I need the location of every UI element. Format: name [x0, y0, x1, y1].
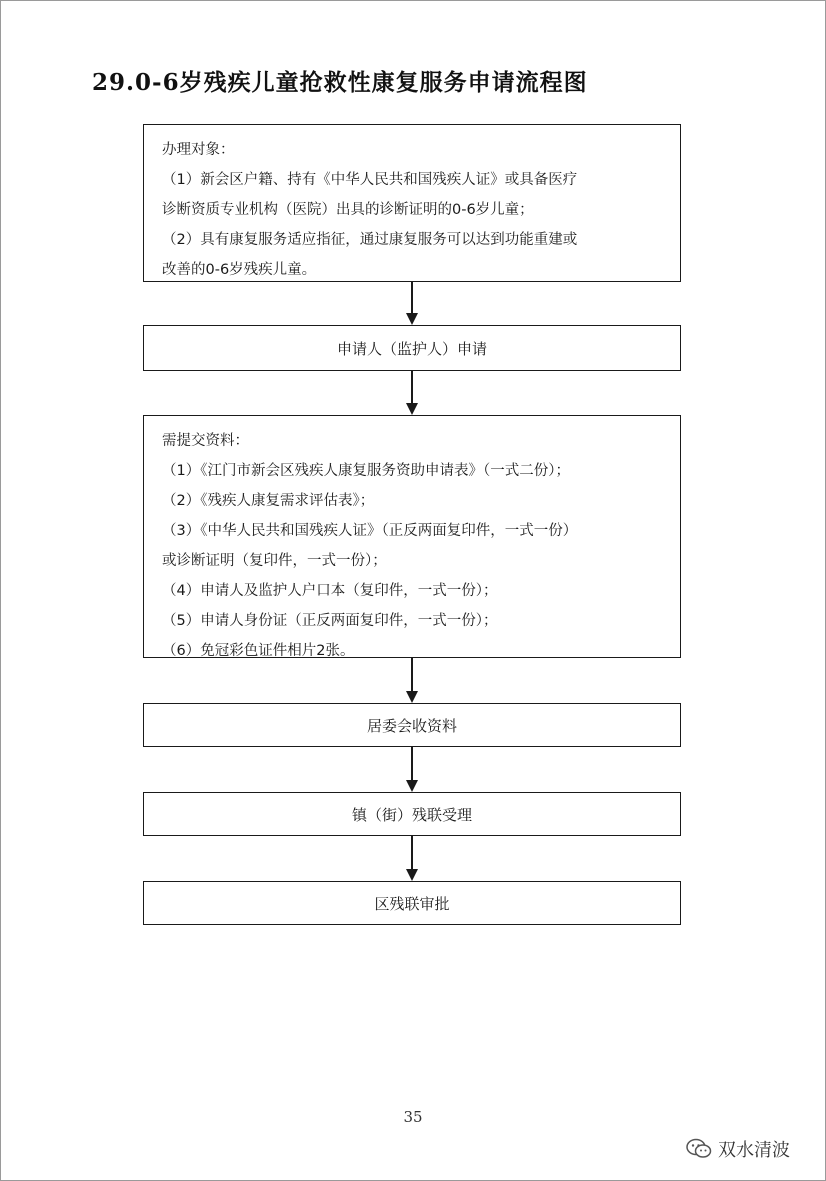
committee-step-box: [143, 703, 681, 747]
materials-line: （3）《中华人民共和国残疾人证》（正反两面复印件，一式一份）: [162, 523, 578, 539]
materials-line: （4）申请人及监护人户口本（复印件，一式一份）；: [162, 583, 498, 599]
materials-line: 或诊断证明（复印件，一式一份）；: [162, 553, 387, 569]
apply-step-label: 申请人（监护人）申请: [336, 339, 487, 358]
watermark-text: 双水清波: [718, 1140, 790, 1161]
eligibility-line: （1）新会区户籍、持有《中华人民共和国残疾人证》或具备医疗: [162, 172, 578, 188]
materials-line: （1）《江门市新会区残疾人康复服务资助申请表》（一式二份）；: [162, 463, 570, 479]
watermark: [686, 1136, 790, 1162]
materials-line: （5）申请人身份证（正反两面复印件，一式一份）；: [162, 613, 498, 629]
materials-box: [143, 415, 681, 658]
eligibility-line: （2）具有康复服务适应指征，通过康复服务可以达到功能重建或: [162, 232, 578, 248]
materials-line: （2）《残疾人康复需求评估表》；: [162, 493, 375, 509]
town-step-box: [143, 792, 681, 836]
eligibility-box: [143, 124, 681, 282]
apply-step-box: [143, 325, 681, 371]
wechat-icon: [686, 1138, 712, 1160]
committee-step-label: 居委会收资料: [366, 716, 457, 735]
page-title: 29.0-6岁残疾儿童抢救性康复服务申请流程图: [92, 69, 588, 96]
flow-arrow: [405, 836, 419, 881]
eligibility-heading: 办理对象：: [162, 142, 235, 158]
district-step-label: 区残联审批: [374, 894, 450, 913]
flow-arrow: [405, 747, 419, 792]
eligibility-line: 改善的0-6岁残疾儿童。: [162, 262, 317, 278]
district-step-box: [143, 881, 681, 925]
town-step-label: 镇（街）残联受理: [351, 805, 472, 824]
eligibility-line: 诊断资质专业机构（医院）出具的诊断证明的0-6岁儿童；: [162, 202, 534, 218]
page-number: 35: [403, 1108, 423, 1126]
materials-heading: 需提交资料：: [162, 433, 249, 449]
flow-arrow: [405, 282, 419, 325]
flow-arrow: [405, 658, 419, 703]
flow-arrow: [405, 371, 419, 415]
materials-line: （6）免冠彩色证件相片2张。: [162, 643, 355, 659]
